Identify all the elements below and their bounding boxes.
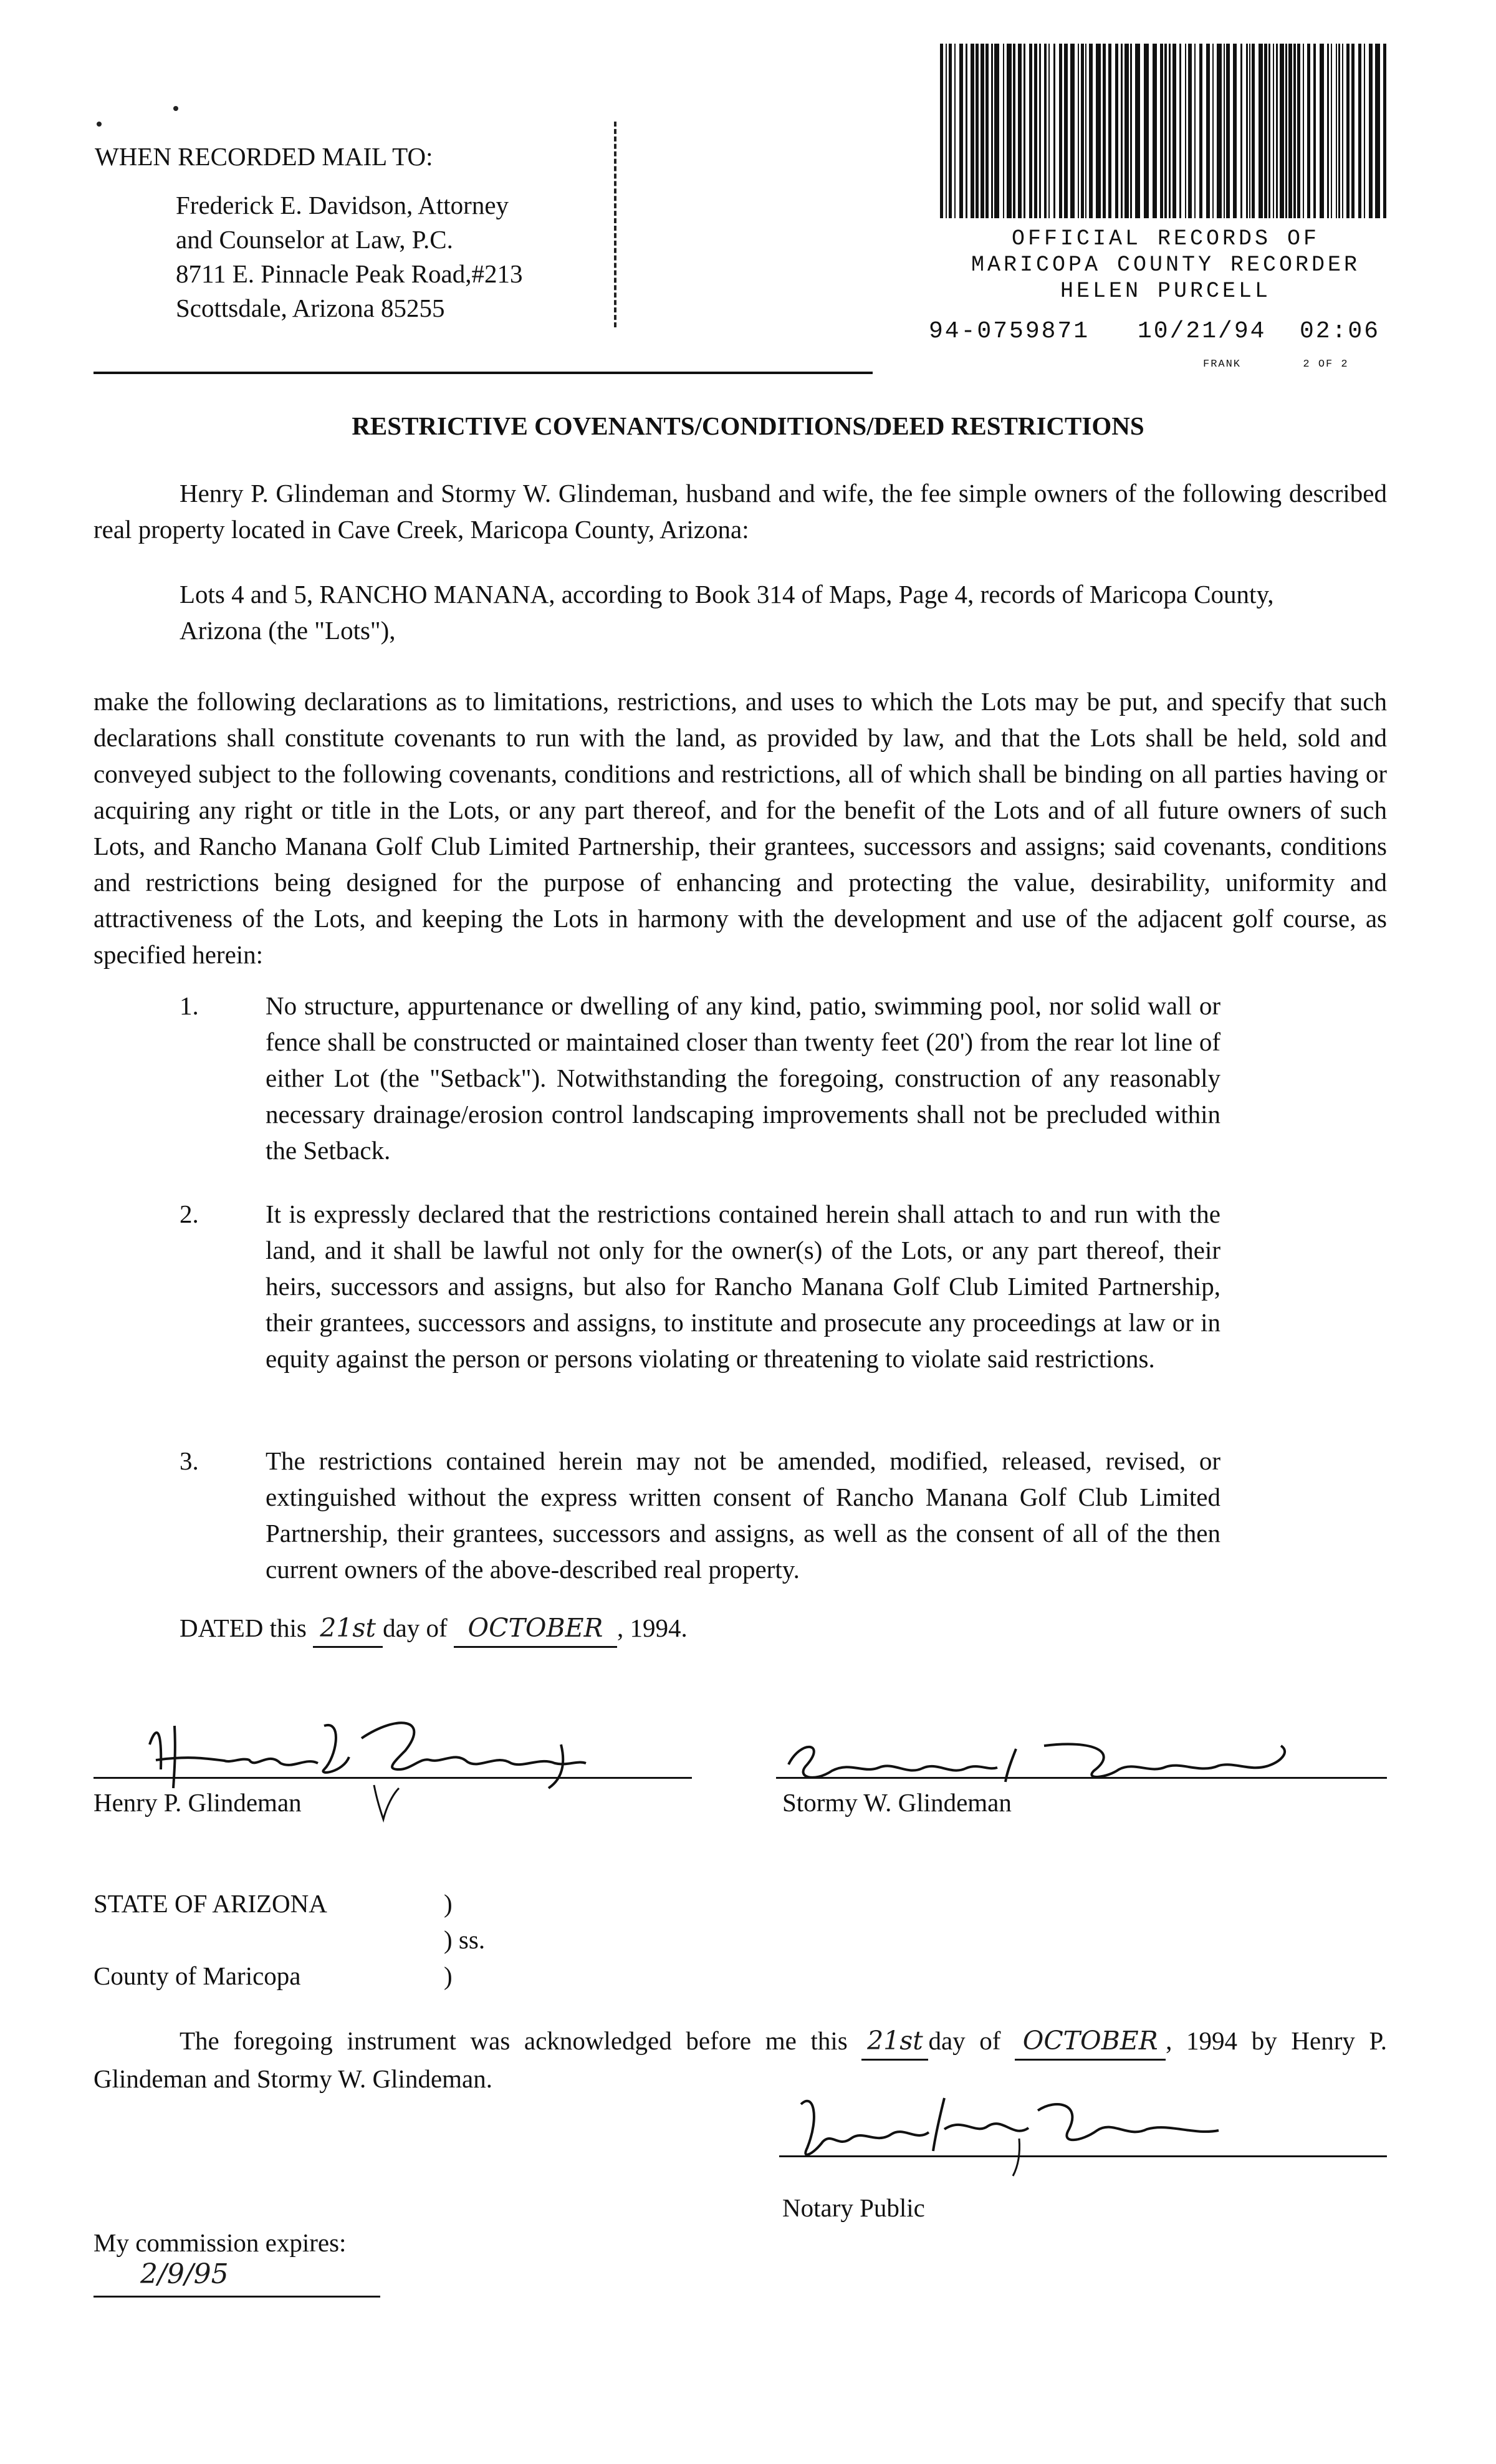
barcode-bar [1153, 44, 1157, 218]
barcode-bar [1185, 44, 1186, 218]
ack-suffix: , 1994 by Henry P. Glindeman and Stormy W. Glindeman. [94, 2026, 1388, 2093]
page-count: 2 OF 2 [1303, 359, 1349, 370]
recorder-stamp [923, 226, 1409, 304]
barcode-bar [1364, 44, 1365, 218]
dated-suffix: , 1994. [616, 1614, 688, 1642]
signer-name: Henry P. Glindeman [94, 1788, 302, 1817]
commission-line [94, 2296, 380, 2298]
barcode-bar [1115, 44, 1118, 218]
barcode-bar [1048, 44, 1050, 218]
barcode-bar [1164, 44, 1167, 218]
barcode-bar [1259, 44, 1263, 218]
barcode-bar [1039, 44, 1041, 218]
barcode-bar [1024, 44, 1025, 218]
barcode-bar [1268, 44, 1270, 218]
venue-block [94, 1885, 654, 1994]
record-date: 10/21/94 [1138, 318, 1267, 345]
signature-line [776, 1777, 1387, 1779]
ack-month: OCTOBER [1015, 2023, 1166, 2061]
dated-day: 21st [313, 1610, 383, 1648]
barcode-bar [1383, 44, 1386, 218]
state-label: STATE OF ARIZONA [94, 1889, 327, 1918]
declarations-paragraph: make the following declarations as to limitations, restrictions, and uses to which the Lots may be put, and specify that such declarations shall constitute covenants to run with the land, as provided by law, and that the Lots shall be held, sold and conveyed subject to the following covenants, conditions and restrictions, all of which shall be binding on all parties having or acquiring any right or title in the Lots, or any part thereof, and for the benefit of the Lots and of all future owners of such Lots, and Rancho Manana Golf Club Limited Partnership, their grantees, successors and assigns; said covenants, conditions and restrictions being designed for the purpose of enhancing and protecting the value, desirability, uniformity and attractiveness of the Lots, and keeping the Lots in harmony with the development and use of the adjacent golf course, as specified herein: [94, 687, 1387, 969]
address-line: and Counselor at Law, P.C. [176, 225, 453, 254]
clerk-name: FRANK [1203, 359, 1242, 370]
barcode-bar [1327, 44, 1329, 218]
barcode-bar [1044, 44, 1047, 218]
barcode-bar [1369, 44, 1373, 218]
barcode-bar [954, 44, 956, 218]
barcode-bar [1124, 44, 1129, 218]
barcode-bar [1199, 44, 1202, 218]
notary-signature-line [779, 2155, 1387, 2157]
commission-date: 2/9/95 [140, 2258, 229, 2290]
barcode-bar [1121, 44, 1123, 218]
barcode-bar [1249, 44, 1250, 218]
address-line: Scottsdale, Arizona 85255 [176, 294, 445, 322]
barcode-bar [1346, 44, 1350, 218]
recorder-line: MARICOPA COUNTY RECORDER [971, 253, 1361, 277]
barcode-bar [1179, 44, 1181, 218]
item-text: It is expressly declared that the restrictions contained herein shall attach to and run with the land, and it shall be lawful not only for the owner(s) of the Lots, or any part thereof, their heirs, successors and assigns, but also for Rancho Manana Golf Club Limited Partnership, their grantees, successors and assigns, to institute and prosecute any proceedings at law or in equity against the person or persons violating or threatening to violate said restrictions. [266, 1200, 1220, 1373]
barcode-bar [1224, 44, 1225, 218]
barcode-bar [1226, 44, 1230, 218]
barcode-bar [1293, 44, 1296, 218]
barcode-bar [1358, 44, 1361, 218]
address-line: 8711 E. Pinnacle Peak Road,#213 [176, 259, 523, 288]
recording-info [929, 318, 1415, 345]
barcode-bar [1081, 44, 1084, 218]
barcode-bar [1059, 44, 1062, 218]
stray-mark [173, 106, 178, 111]
venue-ss: ) ss. [444, 1925, 486, 1954]
mail-to-heading: WHEN RECORDED MAIL TO: [95, 142, 433, 171]
barcode-bar [1078, 44, 1079, 218]
barcode-bar [971, 44, 974, 218]
item-number: 2. [180, 1200, 199, 1228]
barcode-bar [991, 44, 993, 218]
barcode-bar [1089, 44, 1093, 218]
barcode-bar [1194, 44, 1196, 218]
barcode-bar [940, 44, 943, 218]
dated-month: OCTOBER [454, 1610, 617, 1648]
barcode-bar [1351, 44, 1355, 218]
barcode-bar [994, 44, 999, 218]
mail-to-address [176, 188, 631, 325]
signer-name: Stormy W. Glindeman [782, 1788, 1012, 1817]
notary-label: Notary Public [782, 2193, 925, 2222]
barcode-bar [1297, 44, 1300, 218]
barcode-bar [1096, 44, 1101, 218]
barcode-bar [1029, 44, 1032, 218]
mail-to-block [95, 138, 631, 325]
barcode-bar [1103, 44, 1106, 218]
barcode-bar [1375, 44, 1380, 218]
barcode-bar [1212, 44, 1214, 218]
barcode-bar [1336, 44, 1337, 218]
address-line: Frederick E. Davidson, Attorney [176, 191, 509, 219]
barcode-bar [1285, 44, 1287, 218]
barcode-bar [959, 44, 963, 218]
recorder-line: OFFICIAL RECORDS OF [1011, 226, 1320, 251]
ack-prefix: The foregoing instrument was acknowledged before me this [180, 2026, 848, 2055]
recording-meta [1203, 359, 1349, 370]
barcode-bar [1303, 44, 1304, 218]
barcode-bar [949, 44, 952, 218]
barcode-bar [1070, 44, 1075, 218]
barcode-bar [966, 44, 967, 218]
barcode-bar [1342, 44, 1343, 218]
barcode-bar [1108, 44, 1111, 218]
county-label: County of Maricopa [94, 1961, 301, 1990]
barcode-bar [981, 44, 984, 218]
barcode-bar [1233, 44, 1237, 218]
record-number: 94-0759871 [929, 318, 1090, 345]
barcode-bar [1085, 44, 1086, 218]
barcode-bar [1013, 44, 1015, 218]
commission-label: My commission expires: [94, 2228, 347, 2257]
barcode-bar [1034, 44, 1037, 218]
barcode-bar [1338, 44, 1340, 218]
venue-paren: ) [444, 1889, 453, 1918]
barcode-bar [1217, 44, 1222, 218]
barcode-bar [1307, 44, 1310, 218]
barcode-bar [946, 44, 947, 218]
barcode-bar [1313, 44, 1316, 218]
barcode-bar [1264, 44, 1267, 218]
item-number: 3. [180, 1446, 199, 1475]
barcode-bar [985, 44, 989, 218]
barcode-bar [1276, 44, 1278, 218]
document-title: RESTRICTIVE COVENANTS/CONDITIONS/DEED RESTRICTIONS [352, 411, 1144, 440]
barcode-bar [1188, 44, 1192, 218]
signature-stormy [770, 1727, 1331, 1789]
signature-line [94, 1777, 692, 1779]
recorder-line: HELEN PURCELL [1060, 279, 1272, 304]
barcode-bar [1246, 44, 1248, 218]
barcode-bar [1252, 44, 1255, 218]
barcode-bar [1007, 44, 1012, 218]
signature-notary [789, 2079, 1237, 2179]
ack-day: 21st [861, 2023, 928, 2061]
ack-middle: day of [928, 2026, 1001, 2055]
record-time: 02:06 [1300, 318, 1381, 345]
barcode-bar [1003, 44, 1004, 218]
barcode-bar [1273, 44, 1274, 218]
venue-paren: ) [444, 1961, 453, 1990]
dated-line [180, 1610, 1052, 1648]
vertical-divider [614, 122, 616, 327]
barcode-bar [1018, 44, 1022, 218]
item-number: 1. [180, 991, 199, 1020]
barcode-bar [1135, 44, 1140, 218]
barcode-bar [976, 44, 979, 218]
intro-paragraph: Henry P. Glindeman and Stormy W. Glindeman, husband and wife, the fee simple owners of the following described real property located in Cave Creek, Maricopa County, Arizona: [94, 479, 1387, 544]
stray-mark [97, 122, 102, 127]
barcode-bar [1130, 44, 1132, 218]
barcode-bar [1280, 44, 1284, 218]
barcode-bar [1053, 44, 1055, 218]
barcode [940, 44, 1393, 218]
dated-prefix: DATED this [180, 1614, 307, 1642]
barcode-bar [1240, 44, 1242, 218]
barcode-bar [1206, 44, 1210, 218]
header-rule [94, 372, 873, 374]
barcode-bar [1172, 44, 1176, 218]
item-text: No structure, appurtenance or dwelling of any kind, patio, swimming pool, nor solid wall or fence shall be constructed or maintained closer than twenty feet (20') from the rear lot line of either Lot (the "Setback"). Notwithstanding the foregoing, construction of any reasonably necessary drainage/erosion control landscaping improvements shall not be precluded within the Setback. [266, 991, 1220, 1165]
barcode-bar [1331, 44, 1332, 218]
barcode-bar [1160, 44, 1163, 218]
dated-middle: day of [383, 1614, 448, 1642]
barcode-bar [1144, 44, 1149, 218]
barcode-bar [1169, 44, 1171, 218]
lots-description: Lots 4 and 5, RANCHO MANANA, according to Book 314 of Maps, Page 4, records of Maricopa County, Arizona (the "Lots"), [180, 580, 1274, 645]
barcode-bar [1320, 44, 1324, 218]
barcode-bar [1288, 44, 1292, 218]
item-text: The restrictions contained herein may not be amended, modified, released, revised, or extinguished without the express written consent of Rancho Manana Golf Club Limited Partnership, their grantees, successors and assigns, as well as the consent of all of the then current owners of the above-described real property. [266, 1446, 1220, 1584]
barcode-bar [1064, 44, 1068, 218]
